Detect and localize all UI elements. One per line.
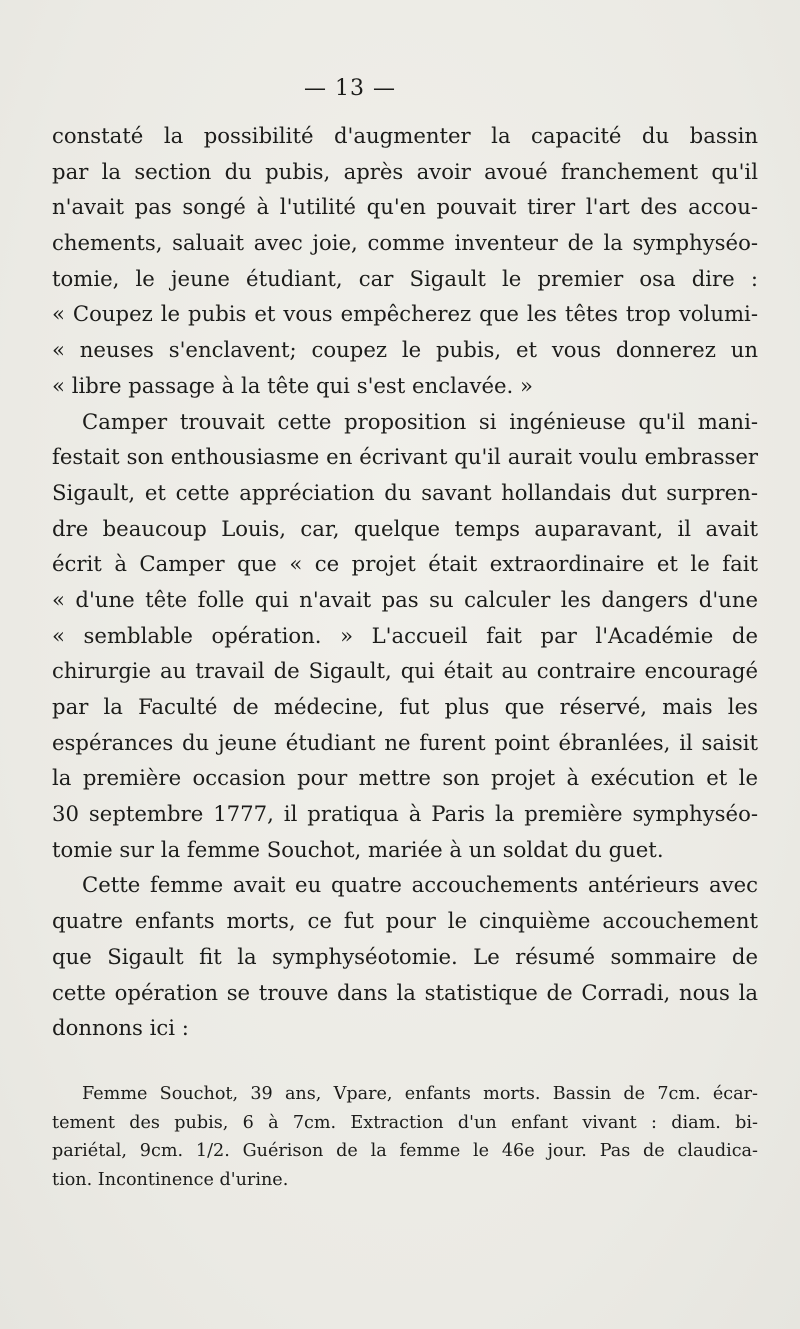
text-line: la première occasion pour mettre son projet à exécution et le (52, 765, 758, 791)
page-number: — 13 — (304, 76, 396, 101)
paragraph-start-line: Cette femme avait eu quatre accouchements antérieurs avec (82, 872, 758, 898)
text-line: 30 septembre 1777, il pratiqua à Paris la première symphyséo- (52, 801, 758, 827)
text-line: cette opération se trouve dans la statistique de Corradi, nous la (52, 979, 758, 1005)
paragraph-start-line: Camper trouvait cette proposition si ingénieuse qu'il mani- (82, 408, 758, 434)
case-summary-line: tion. Incontinence d'urine. (52, 1169, 289, 1190)
text-line: constaté la possibilité d'augmenter la capacité du bassin (52, 123, 758, 148)
text-line: festait son enthousiasme en écrivant qu'il aurait voulu embrasser (52, 444, 758, 470)
text-line: espérances du jeune étudiant ne furent point ébranlées, il saisit (52, 729, 758, 755)
text-line: par la Faculté de médecine, fut plus que réservé, mais les (52, 694, 758, 719)
quote-line: « Coupez le pubis et vous empêcherez que les têtes trop volumi- (52, 301, 758, 327)
text-line: donnons ici : (52, 1015, 189, 1041)
text-line: tomie sur la femme Souchot, mariée à un soldat du guet. (52, 836, 664, 862)
text-line: n'avait pas songé à l'utilité qu'en pouvait tirer l'art des accou- (52, 194, 758, 220)
case-summary-block (52, 1080, 758, 1194)
text-line: chirurgie au travail de Sigault, qui était au contraire encouragé (52, 658, 758, 684)
text-line: Sigault, et cette appréciation du savant hollandais dut surpren- (52, 479, 758, 505)
case-summary-line: pariétal, 9cm. 1/2. Guérison de la femme le 46e jour. Pas de claudica- (52, 1141, 758, 1161)
text-line: chements, saluait avec joie, comme inventeur de la symphyséo- (52, 230, 758, 256)
main-text-block (52, 118, 758, 1046)
text-line: écrit à Camper que « ce projet était extraordinaire et le fait (52, 551, 758, 577)
case-summary-line: Femme Souchot, 39 ans, Vpare, enfants morts. Bassin de 7cm. écar- (82, 1084, 758, 1104)
quote-line: « semblable opération. » L'accueil fait par l'Académie de (52, 622, 758, 648)
text-line: tomie, le jeune étudiant, car Sigault le premier osa dire : (52, 265, 758, 291)
quote-line: « d'une tête folle qui n'avait pas su calculer les dangers d'une (52, 586, 758, 612)
quote-line: « libre passage à la tête qui s'est enclavée. » (52, 372, 533, 398)
text-line: par la section du pubis, après avoir avoué franchement qu'il (52, 158, 758, 184)
text-line: que Sigault fit la symphyséotomie. Le résumé sommaire de (52, 943, 758, 969)
quote-line: « neuses s'enclavent; coupez le pubis, et vous donnerez un (52, 337, 758, 363)
case-summary-line: tement des pubis, 6 à 7cm. Extraction d'un enfant vivant : diam. bi- (52, 1112, 758, 1133)
text-line: dre beaucoup Louis, car, quelque temps auparavant, il avait (52, 515, 758, 541)
text-line: quatre enfants morts, ce fut pour le cinquième accouchement (52, 908, 758, 934)
